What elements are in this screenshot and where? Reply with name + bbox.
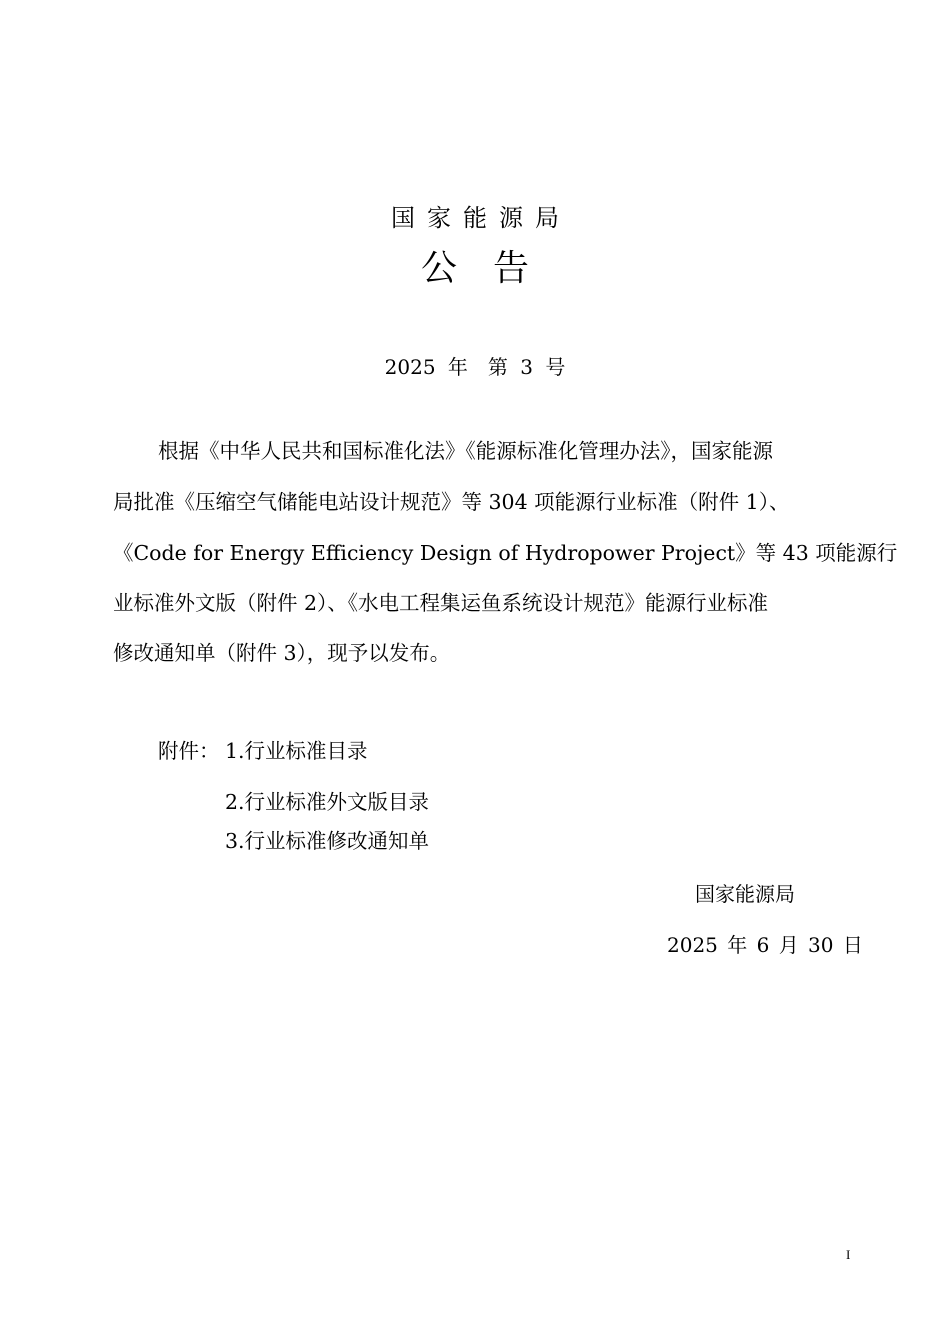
page-number: I bbox=[846, 1247, 851, 1262]
body-line: 《Code for Energy Efficiency Design of Hydropower Project》等 43 项能源行 bbox=[113, 541, 898, 565]
attachment-item: 3.行业标准修改通知单 bbox=[225, 829, 430, 853]
attachment-item: 1.行业标准目录 bbox=[225, 739, 368, 763]
signing-authority: 国家能源局 bbox=[695, 882, 795, 906]
attachment-item: 2.行业标准外文版目录 bbox=[225, 790, 430, 814]
body-line: 局批准《压缩空气储能电站设计规范》等 304 项能源行业标准（附件 1）、 bbox=[113, 490, 790, 514]
document-title: 公告 bbox=[420, 248, 565, 289]
body-line: 根据《中华人民共和国标准化法》《能源标准化管理办法》，国家能源 bbox=[158, 439, 773, 463]
signing-date: 2025 年 6 月 30 日 bbox=[667, 933, 863, 957]
body-line: 修改通知单（附件 3），现予以发布。 bbox=[113, 641, 451, 665]
announcement-number: 2025 年 第 3 号 bbox=[384, 355, 566, 379]
body-line: 业标准外文版（附件 2）、《水电工程集运鱼系统设计规范》能源行业标准 bbox=[113, 591, 769, 615]
issuer-name: 国家能源局 bbox=[391, 204, 571, 232]
attachments-label: 附件： bbox=[158, 739, 220, 763]
